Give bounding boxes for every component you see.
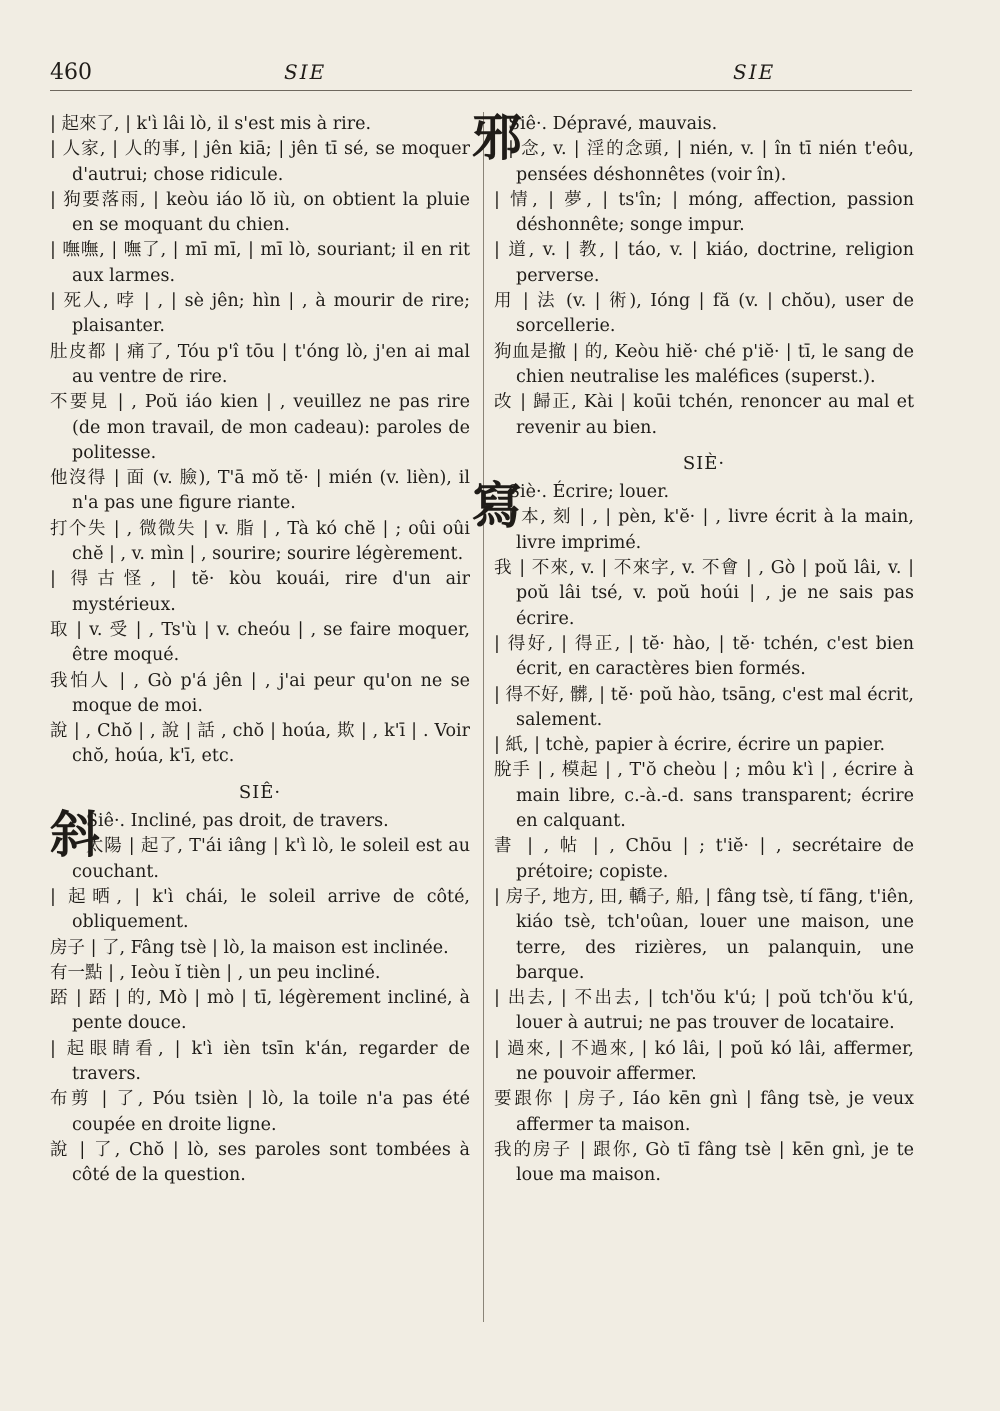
dictionary-entry: | 道, v. | 教, | táo, v. | kiáo, doctrine, religion perverse. xyxy=(494,240,914,286)
section-heading: SIÈ· xyxy=(682,452,726,474)
dictionary-entry: 不要見 | , Poŭ iáo kien | , veuillez ne pas rire (de mon travail, de mon cadeau): paroles de politesse. xyxy=(50,392,470,463)
dictionary-entry: 改 | 歸正, Kài | koūi tchén, renoncer au mal et revenir au bien. xyxy=(494,392,914,438)
dictionary-entry: | 狗要落雨, | keòu iáo lŏ iù, on obtient la pluie en se moquant du chien. xyxy=(50,189,470,236)
dictionary-entry: 說 | 了, Chŏ | lò, ses paroles sont tombées à côté de la question. xyxy=(50,1139,470,1186)
headword-character: 邪 xyxy=(472,109,522,167)
running-head-right: SIE xyxy=(733,60,776,84)
dictionary-entry: 我怕人 | , Gò p'á jên | , j'ai peur qu'on ne se moque de moi. xyxy=(50,670,470,716)
dictionary-entry: 書 | , 帖 | , Chōu | ; t'iĕ· | , secrétaire de prétoire; copiste. xyxy=(494,836,914,882)
dictionary-entry: 我 | 不來, v. | 不來字, v. 不會 | , Gò | poŭ lâi, v. | poŭ lâi tsé, v. poŭ hoúi | , je ne sais pas écrire. xyxy=(494,558,914,629)
headword-character: 寫 xyxy=(472,477,522,536)
dictionary-entry: | 死人, 哱 | , | sè jên; hìn | , à mourir de rire; plaisanter. xyxy=(50,291,470,337)
dictionary-entry: | 起來了, | k'ì lâi lò, il s'est mis à rire. xyxy=(50,114,372,134)
dictionary-entry: | 得好, | 得正, | tĕ· hào, | tĕ· tchén, c'est bien écrit, en caractères bien formés. xyxy=(494,633,914,680)
dictionary-entry: | 本, 刻 | , | pèn, k'ĕ· | , livre écrit à la main, livre imprimé. xyxy=(508,507,914,553)
dictionary-entry: | 念, v. | 淫的念頭, | nién, v. | în tī nién t'eôu, pensées déshonnêtes (voir în). xyxy=(508,139,914,185)
dictionary-entry: 有一點 | , Ieòu ĭ tièn | , un peu incliné. xyxy=(50,962,381,983)
dictionary-entry: | 得不好, 髒, | tĕ· poŭ hào, tsāng, c'est mal écrit, salement. xyxy=(494,684,914,730)
right-column xyxy=(472,109,914,1188)
dictionary-entry: | 起晒, | k'ì chái, le soleil arrive de côté, obliquement. xyxy=(50,886,470,933)
section-heading: SIÊ· xyxy=(238,781,282,803)
lead-entry-text: Siê·. Incliné, pas droit, de travers. xyxy=(86,811,389,832)
dictionary-entry: 打个失 | , 微微失 | v. 脂 | , Tà kó chĕ | ; oûi oûi chĕ | , v. mìn | , sourire; sourire légèrement. xyxy=(50,518,470,565)
dictionary-entry: 他沒得 | 面 (v. 臉), T'ā mŏ tĕ· | mién (v. lièn), il n'a pas une figure riante. xyxy=(50,468,470,514)
dictionary-entry: 踎 | 踎 | 的, Mò | mò | tī, légèrement incliné, à pente douce. xyxy=(50,988,470,1034)
left-column xyxy=(50,112,470,1188)
dictionary-entry: 要跟你 | 房子, Iáo kēn gnì | fâng tsè, je veux affermer ta maison. xyxy=(494,1089,914,1135)
dictionary-entry: 狗血是撤 | 的, Keòu hiĕ· ché p'iĕ· | tī, le sang de chien neutralise les maléfices (superst.). xyxy=(494,341,914,387)
dictionary-entry: 用 | 法 (v. | 術), Ióng | fă (v. | chŏu), user de sorcellerie. xyxy=(494,291,914,337)
headword-character: 斜 xyxy=(50,806,100,865)
dictionary-entry: 我的房子 | 跟你, Gò tī fâng tsè | kēn gnì, je te loue ma maison. xyxy=(494,1139,914,1186)
dictionary-entry: 肚皮都 | 痛了, Tóu p'î tōu | t'óng lò, j'en ai mal au ventre de rire. xyxy=(50,341,470,387)
dictionary-entry: | 紙, | tchè, papier à écrire, écrire un papier. xyxy=(494,735,886,756)
dictionary-entry: | 房子, 地方, 田, 轎子, 船, | fâng tsè, tí fāng, t'iên, kiáo tsè, tch'oûan, louer une maison, une terre, des rizières, un palanquin, une barque. xyxy=(494,886,914,983)
dictionary-entry: 說 | , Chŏ | , 說 | 話 , chŏ | hoúa, 欺 | , k'ī | . Voir chŏ, hoúa, k'ī, etc. xyxy=(50,721,470,767)
dictionary-entry: 房子 | 了, Fâng tsè | lò, la maison est inclinée. xyxy=(50,937,449,958)
dictionary-entry: | 人家, | 人的事, | jên kiā; | jên tī sé, se moquer d'autrui; chose ridicule. xyxy=(50,139,470,185)
dictionary-entry: | 起眼睛看, | k'ì ièn tsīn k'án, regarder de travers. xyxy=(50,1038,470,1084)
dictionary-entry: | 過來, | 不過來, | kó lâi, | poŭ kó lâi, affermer, ne pouvoir affermer. xyxy=(494,1038,914,1084)
dictionary-entry: | 得古怪, | tĕ· kòu kouái, rire d'un air mystérieux. xyxy=(50,569,470,615)
dictionary-entry: 太陽 | 起了, T'ái iâng | k'ì lò, le soleil est au couchant. xyxy=(72,836,470,882)
dictionary-entry: 布剪 | 了, Póu tsièn | lò, la toile n'a pas été coupée en droite ligne. xyxy=(50,1089,470,1135)
column-divider xyxy=(483,112,484,1322)
dictionary-entry: 脫手 | , 模起 | , T'ŏ cheòu | ; môu k'ì | , écrire à main libre, c.-à.-d. sans transparent; écrire en calquant. xyxy=(494,760,914,832)
page-header xyxy=(50,58,912,91)
lead-entry-text: Siê·. Dépravé, mauvais. xyxy=(508,114,718,134)
running-head-left: SIE xyxy=(284,60,327,84)
dictionary-entry: | 情, | 夢, | ts'în; | móng, affection, passion déshonnête; songe impur. xyxy=(494,189,914,236)
dictionary-entry: 取 | v. 受 | , Ts'ù | v. cheóu | , se faire moquer, être moqué. xyxy=(50,619,470,666)
page-number: 460 xyxy=(50,60,92,85)
dictionary-entry: | 嘸嘸, | 嘸了, | mī mī, | mī lò, souriant; il en rit aux larmes. xyxy=(50,240,470,286)
lead-entry-text: Siè·. Écrire; louer. xyxy=(508,482,670,503)
dictionary-entry: | 出去, | 不出去, | tch'ŏu k'ú; | poŭ tch'ŏu k'ú, louer à autrui; ne pas trouver de locataire. xyxy=(494,988,914,1034)
